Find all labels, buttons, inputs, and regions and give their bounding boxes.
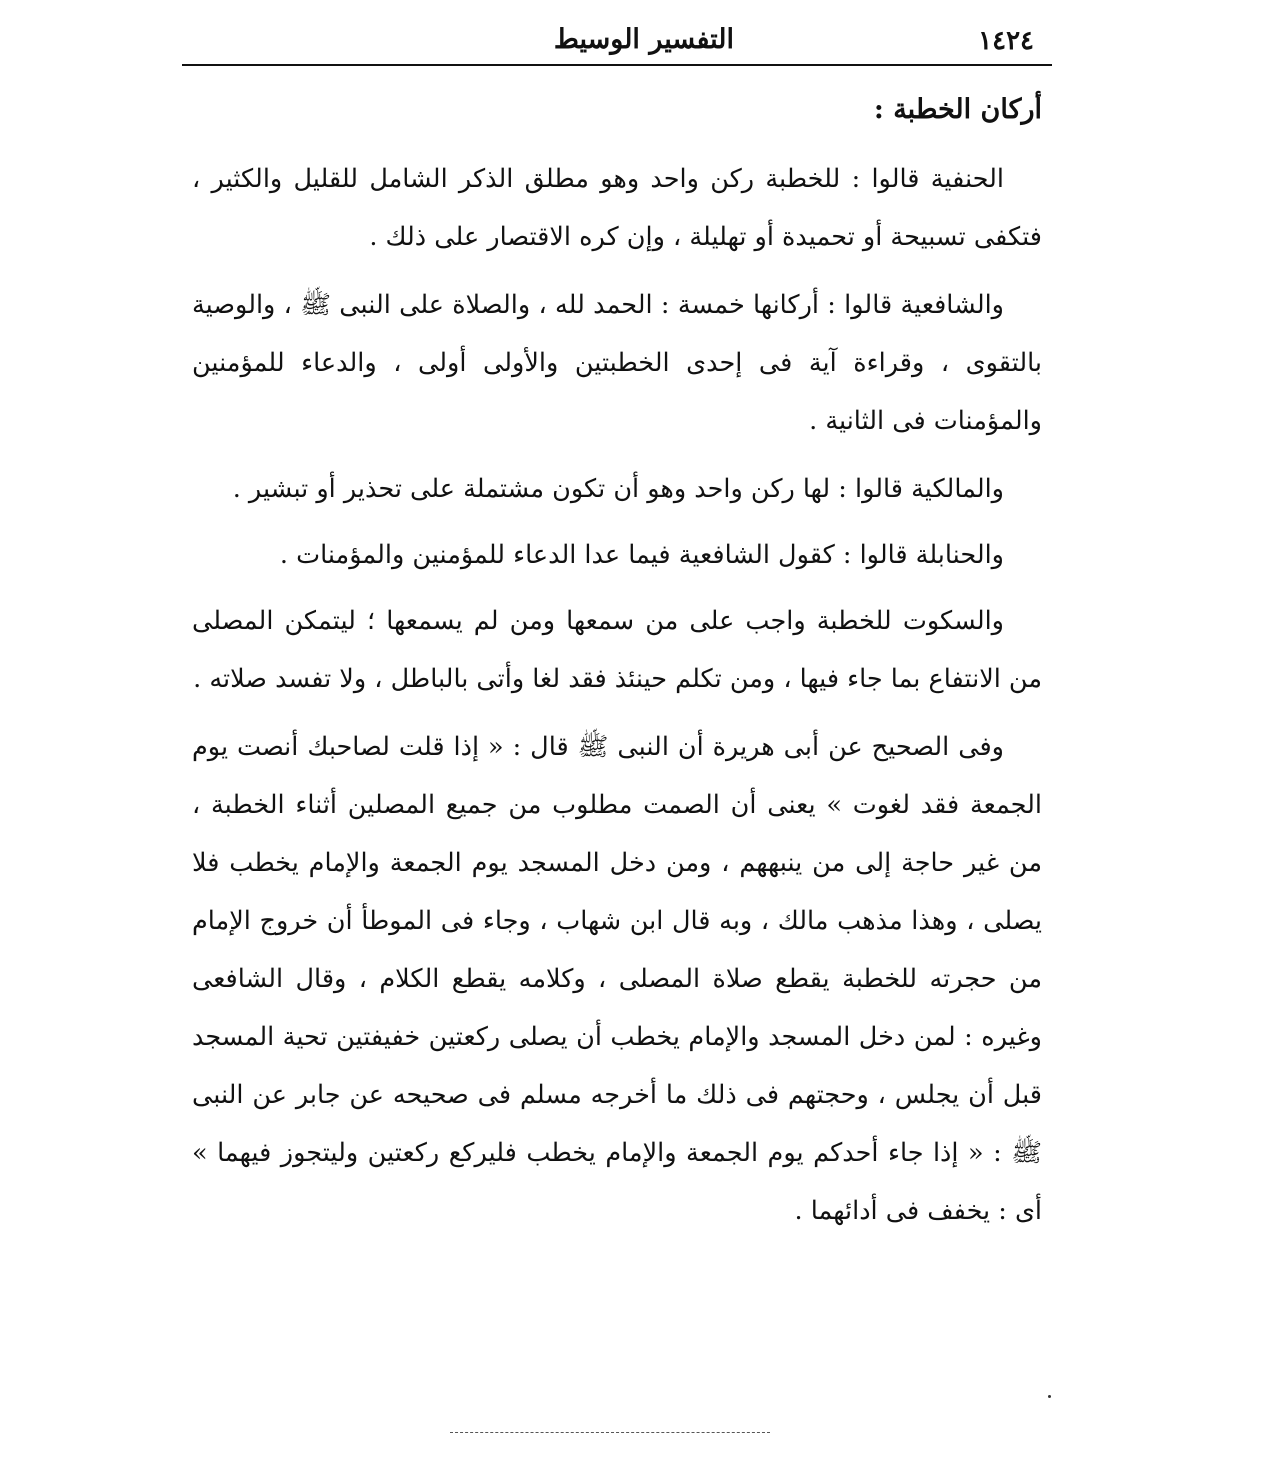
section-heading: أركان الخطبة :	[873, 94, 1042, 125]
header-rule	[182, 64, 1052, 66]
paragraph-hadith: وفى الصحيح عن أبى هريرة أن النبى ﷺ قال : « إذا قلت لصاحبك أنصت يوم الجمعة فقد لغوت » يعنى أن الصمت مطلوب من جميع المصلين أثناء الخطبة ، من غير حاجة إلى من ينبههم ، ومن دخل المسجد يوم الجمعة والإمام يخطب فلا يصلى ، وهذا مذهب مالك ، وبه قال ابن شهاب ، وجاء فى الموطأ أن خروج الإمام من حجرته للخطبة يقطع صلاة المصلى ، وكلامه يقطع الكلام ، وقال الشافعى وغيره : لمن دخل المسجد والإمام يخطب أن يصلى ركعتين خفيفتين تحية المسجد قبل أن يجلس ، وحجتهم فى ذلك ما أخرجه مسلم فى صحيحه عن جابر عن النبى ﷺ : « إذا جاء أحدكم يوم الجمعة والإمام يخطب فليركع ركعتين وليتجوز فيهما » أى : يخفف فى أدائهما .	[192, 732, 1042, 1226]
body-text	[192, 150, 1042, 1250]
bottom-scan-line	[450, 1432, 770, 1433]
page-number: ١٤٢٤	[978, 26, 1034, 56]
paragraph-maliki: والمالكية قالوا : لها ركن واحد وهو أن تكون مشتملة على تحذير أو تبشير .	[232, 474, 1004, 504]
paragraph-silence: والسكوت للخطبة واجب على من سمعها ومن لم يسمعها ؛ ليتمكن المصلى من الانتفاع بما جاء فيها ، ومن تكلم حينئذ فقد لغا وأتى بالباطل ، ولا تفسد صلاته .	[192, 606, 1042, 694]
running-title: التفسير الوسيط	[553, 24, 734, 55]
scan-speck	[1048, 1395, 1051, 1398]
paragraph-shafii: والشافعية قالوا : أركانها خمسة : الحمد لله ، والصلاة على النبى ﷺ ، والوصية بالتقوى ، وقراءة آية فى إحدى الخطبتين والأولى أولى ، والدعاء للمؤمنين والمؤمنات فى الثانية .	[192, 290, 1042, 436]
paragraph-hanbali: والحنابلة قالوا : كقول الشافعية فيما عدا الدعاء للمؤمنين والمؤمنات .	[279, 540, 1004, 570]
paragraph-hanafi: الحنفية قالوا : للخطبة ركن واحد وهو مطلق الذكر الشامل للقليل والكثير ، فتكفى تسبيحة أو تحميدة أو تهليلة ، وإن كره الاقتصار على ذلك .	[192, 164, 1042, 252]
